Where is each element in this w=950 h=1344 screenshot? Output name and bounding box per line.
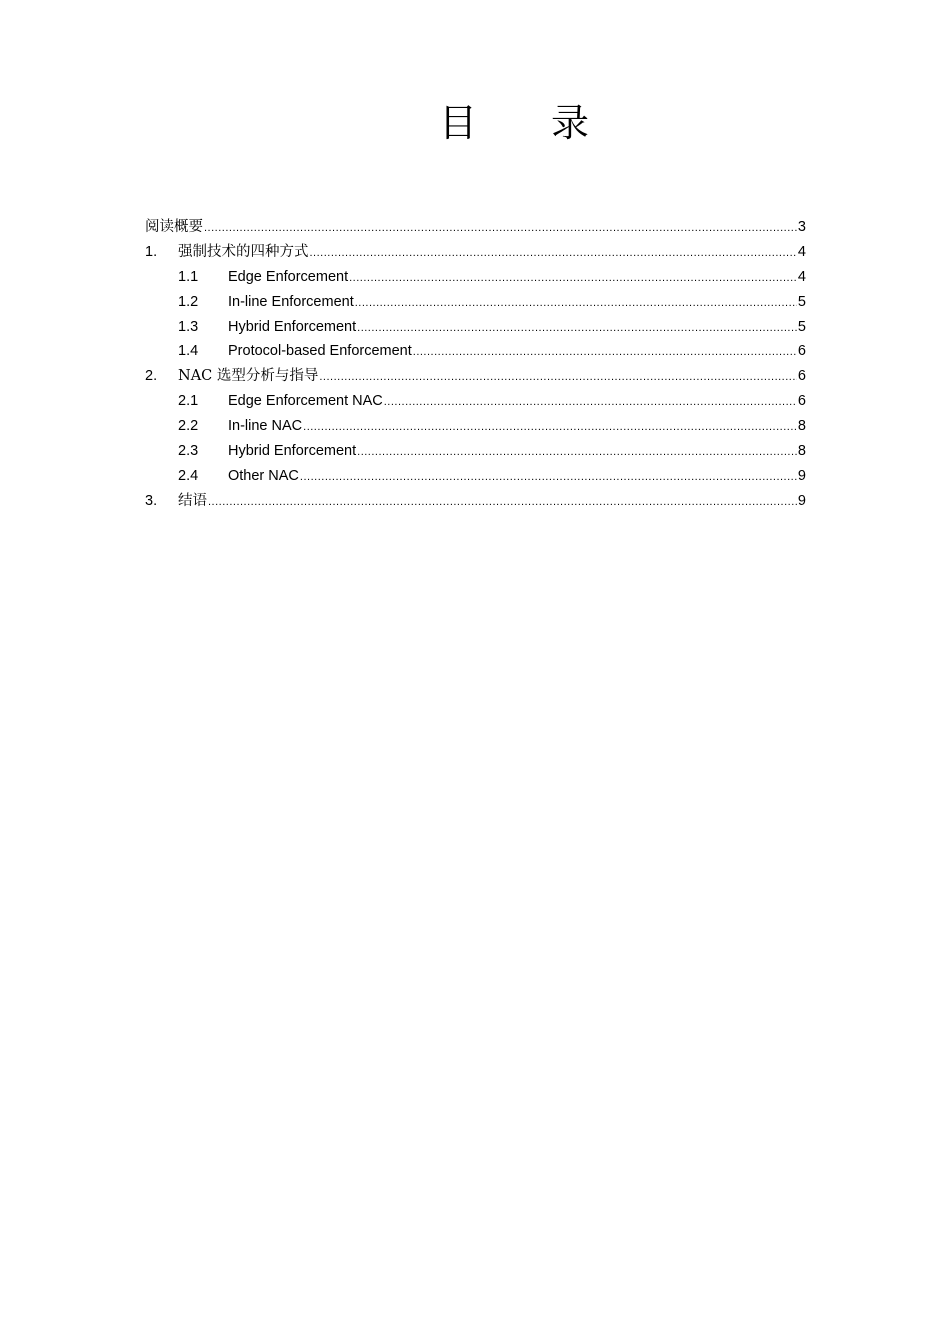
- toc-entry-section-2-3[interactable]: [145, 439, 806, 464]
- toc-dot-leader: [349, 266, 797, 291]
- toc-dot-leader: [204, 216, 797, 241]
- toc-entry-reading-overview[interactable]: [145, 215, 806, 240]
- toc-dot-leader: [357, 316, 797, 341]
- toc-dot-leader: [384, 390, 797, 415]
- toc-entry-title: Other NAC: [228, 467, 299, 484]
- toc-dot-leader: [355, 291, 797, 316]
- toc-entry-page: 6: [797, 368, 806, 385]
- toc-entry-title: Hybrid Enforcement: [228, 318, 357, 335]
- toc-entry-title: Edge Enforcement NAC: [228, 393, 383, 410]
- toc-dot-leader: [300, 465, 797, 490]
- toc-dot-leader: [310, 241, 797, 266]
- toc-entry-number: 1.1: [178, 268, 199, 285]
- toc-entry-page: 8: [797, 418, 806, 435]
- toc-entry-number: 1.: [145, 243, 158, 260]
- toc-entry-title: In-line Enforcement: [228, 293, 354, 310]
- toc-entry-number: 2.1: [178, 393, 199, 410]
- toc-title-char-2: 录: [551, 101, 590, 145]
- toc-entry-title: In-line NAC: [228, 418, 303, 435]
- toc-entry-title: 结语: [178, 492, 207, 509]
- toc-dot-leader: [208, 490, 797, 515]
- toc-dot-leader: [319, 365, 797, 390]
- toc-entry-title: Edge Enforcement: [228, 268, 349, 285]
- toc-entry-number: 2.4: [178, 467, 199, 484]
- toc-title-char-1: 目: [439, 101, 478, 145]
- toc-dot-leader: [357, 440, 797, 465]
- toc-entry-section-1-1[interactable]: [145, 265, 806, 290]
- toc-entry-page: 6: [797, 393, 806, 410]
- toc-entry-page: 5: [797, 293, 806, 310]
- toc-entry-number: 1.3: [178, 318, 199, 335]
- toc-entry-number: 2.: [145, 368, 158, 385]
- toc-entry-section-2-2[interactable]: [145, 414, 806, 439]
- toc-entry-number: 2.2: [178, 418, 199, 435]
- toc-entry-page: 8: [797, 443, 806, 460]
- toc-entry-title: 阅读概要: [145, 219, 203, 235]
- toc-dot-leader: [413, 340, 797, 365]
- toc-entry-section-1-3[interactable]: [145, 315, 806, 340]
- toc-entry-title: NAC 选型分析与指导: [178, 368, 319, 385]
- toc-entry-number: 2.3: [178, 443, 199, 460]
- toc-entry-number: 1.4: [178, 343, 199, 360]
- toc-dot-leader: [303, 415, 797, 440]
- toc-entry-section-2-1[interactable]: [145, 389, 806, 414]
- toc-entry-number: 3.: [145, 492, 158, 509]
- toc-entry-title: Hybrid Enforcement: [228, 443, 357, 460]
- toc-entry-section-1-2[interactable]: [145, 290, 806, 315]
- toc-entry-page: 9: [797, 467, 806, 484]
- toc-entry-page: 3: [797, 219, 806, 235]
- toc-entry-section-1[interactable]: [145, 240, 806, 265]
- toc-entry-page: 4: [797, 268, 806, 285]
- toc-title: [0, 98, 950, 148]
- toc-entry-section-3[interactable]: [145, 489, 806, 514]
- toc-entry-section-2-4[interactable]: [145, 464, 806, 489]
- toc-entry-number: 1.2: [178, 293, 199, 310]
- toc-entry-section-2[interactable]: [145, 364, 806, 389]
- toc-entry-page: 6: [797, 343, 806, 360]
- toc-entry-page: 9: [797, 492, 806, 509]
- toc-entry-title: Protocol-based Enforcement: [228, 343, 412, 360]
- toc-entry-page: 5: [797, 318, 806, 335]
- table-of-contents: [145, 215, 806, 514]
- toc-entry-section-1-4[interactable]: [145, 339, 806, 364]
- toc-entry-title: 强制技术的四种方式: [178, 243, 309, 260]
- toc-entry-page: 4: [797, 243, 806, 260]
